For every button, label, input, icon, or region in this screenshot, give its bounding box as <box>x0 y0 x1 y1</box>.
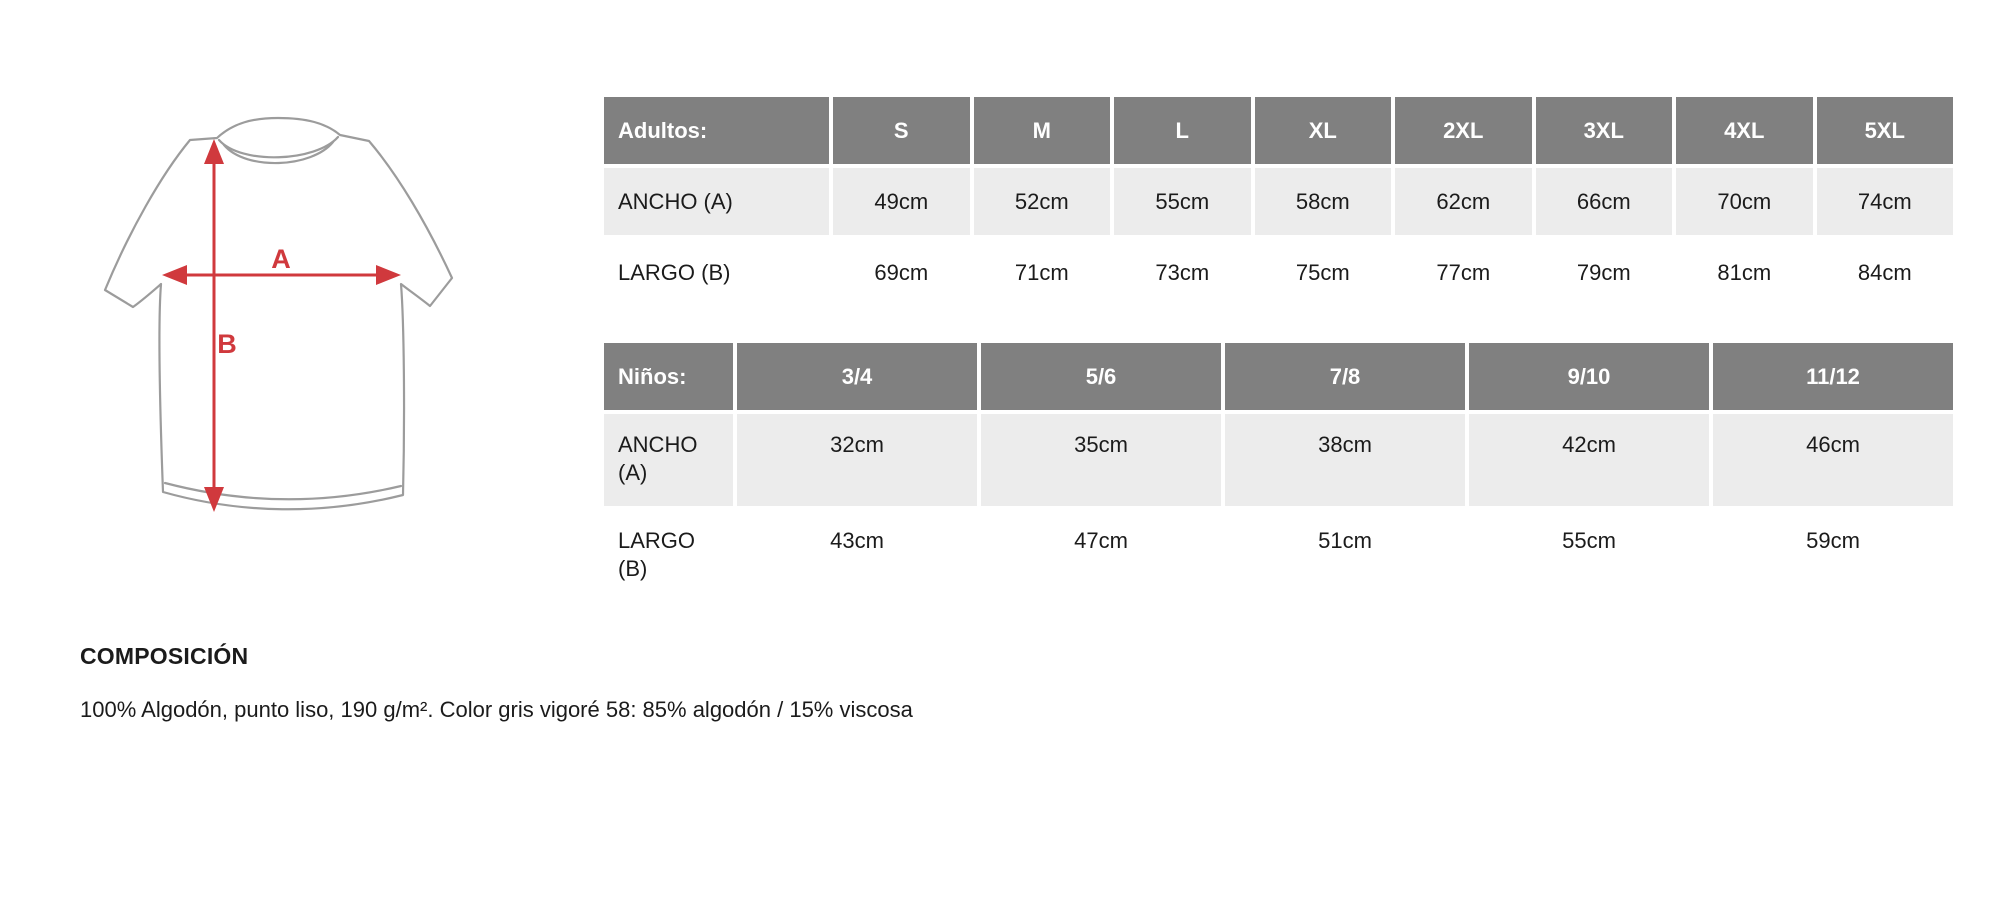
tshirt-measurement-diagram <box>85 112 485 532</box>
adults-size-header: 3XL <box>1536 97 1673 164</box>
kids-size-table <box>604 343 1953 600</box>
composition-heading: COMPOSICIÓN <box>80 643 249 669</box>
kids-size-header: 7/8 <box>1225 343 1465 410</box>
adults-ancho-row-label: ANCHO (A) <box>604 168 829 235</box>
kids-ancho-value: 38cm <box>1225 414 1465 506</box>
composition-text: 100% Algodón, punto liso, 190 g/m². Color gris vigoré 58: 85% algodón / 15% viscosa <box>80 697 913 722</box>
kids-largo-value: 59cm <box>1806 528 1860 553</box>
kids-ancho-value: 32cm <box>737 414 977 506</box>
adults-size-header: M <box>974 97 1111 164</box>
kids-ancho-value: 46cm <box>1713 414 1953 506</box>
adults-size-header: 4XL <box>1676 97 1813 164</box>
adults-ancho-value: 62cm <box>1395 168 1532 235</box>
kids-largo-value: 51cm <box>1318 528 1372 553</box>
kids-largo-value: 47cm <box>1074 528 1128 553</box>
adults-size-header: 5XL <box>1817 97 1954 164</box>
adults-largo-value: 84cm <box>1857 259 1912 285</box>
tshirt-illustration <box>85 112 485 532</box>
adults-size-header: 2XL <box>1395 97 1532 164</box>
kids-size-header: 9/10 <box>1469 343 1709 410</box>
adults-table-title: Adultos: <box>604 97 829 164</box>
adults-ancho-value: 74cm <box>1817 168 1954 235</box>
kids-ancho-value: 42cm <box>1469 414 1709 506</box>
kids-largo-value: 55cm <box>1562 528 1616 553</box>
adults-largo-value: 71cm <box>1014 259 1069 285</box>
adults-largo-value: 73cm <box>1155 259 1210 285</box>
adults-ancho-value: 66cm <box>1536 168 1673 235</box>
adults-largo-value: 77cm <box>1436 259 1491 285</box>
width-measure-label: A <box>271 244 291 274</box>
adults-largo-value: 79cm <box>1576 259 1631 285</box>
adults-largo-row-label: LARGO (B) <box>618 259 731 285</box>
adults-ancho-value: 70cm <box>1676 168 1813 235</box>
adults-ancho-value: 49cm <box>833 168 970 235</box>
length-arrow-b-icon <box>204 139 224 512</box>
adults-largo-value: 69cm <box>874 259 929 285</box>
adults-ancho-value: 55cm <box>1114 168 1251 235</box>
kids-ancho-value: 35cm <box>981 414 1221 506</box>
adults-largo-value: 75cm <box>1295 259 1350 285</box>
kids-ancho-row-label: ANCHO (A) <box>604 414 733 506</box>
adults-size-header: XL <box>1255 97 1392 164</box>
kids-largo-row-label: LARGO (B) <box>618 528 696 581</box>
adults-ancho-value: 58cm <box>1255 168 1392 235</box>
kids-size-header: 3/4 <box>737 343 977 410</box>
kids-size-header: 11/12 <box>1713 343 1953 410</box>
length-measure-label: B <box>217 329 237 359</box>
kids-largo-value: 43cm <box>830 528 884 553</box>
adults-size-header: S <box>833 97 970 164</box>
adults-size-header: L <box>1114 97 1251 164</box>
adults-largo-value: 81cm <box>1717 259 1772 285</box>
kids-table-title: Niños: <box>604 343 733 410</box>
tshirt-outline <box>105 118 452 509</box>
kids-size-header: 5/6 <box>981 343 1221 410</box>
adults-ancho-value: 52cm <box>974 168 1111 235</box>
adults-size-table <box>604 97 1953 306</box>
